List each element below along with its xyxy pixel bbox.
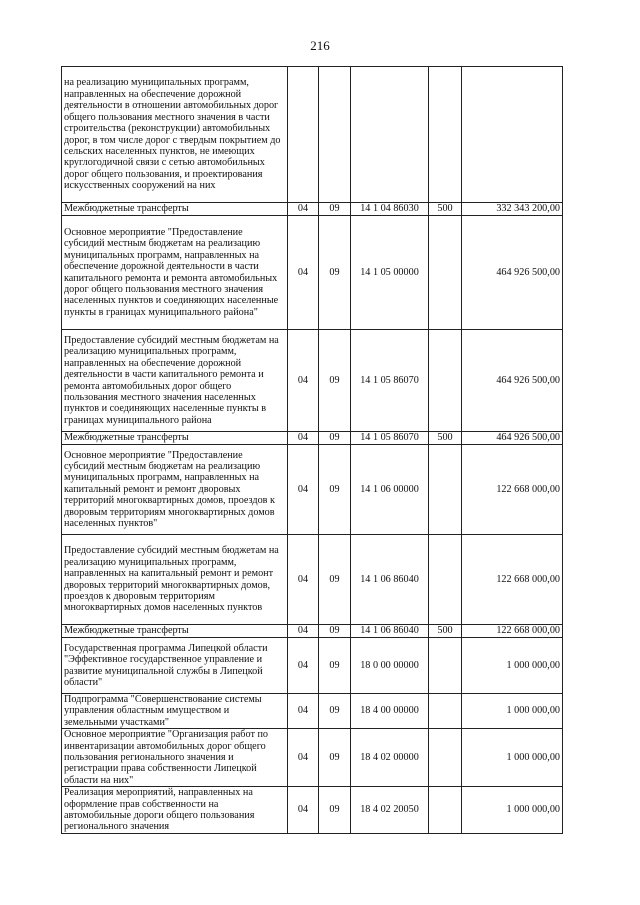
row-section: 04 xyxy=(288,216,319,330)
row-name: Реализация мероприятий, направленных на оформление прав собственности на автомобильные дороги общего пользования регионального значения xyxy=(62,787,288,834)
row-amount: 1 000 000,00 xyxy=(462,694,563,729)
table-row xyxy=(62,625,563,638)
row-section: 04 xyxy=(288,445,319,535)
row-section: 04 xyxy=(288,432,319,445)
row-section: 04 xyxy=(288,729,319,787)
row-target-code: 14 1 05 86070 xyxy=(351,432,429,445)
row-section: 04 xyxy=(288,694,319,729)
row-target-code: 14 1 06 86040 xyxy=(351,625,429,638)
table-row xyxy=(62,787,563,834)
row-name: Предоставление субсидий местным бюджетам на реализацию муниципальных программ, направленных на обеспечение дорожной деятельности в части капитального ремонта и ремонта автомобильных дорог общего пользования местного значения населенных пунктов и соединяющих населенные пункты в границах муниципального района xyxy=(62,330,288,432)
budget-table-body xyxy=(62,67,563,834)
row-amount: 122 668 000,00 xyxy=(462,445,563,535)
row-expense-type xyxy=(429,787,462,834)
row-section: 04 xyxy=(288,625,319,638)
row-subsection: 09 xyxy=(319,203,351,216)
table-row xyxy=(62,432,563,445)
row-subsection: 09 xyxy=(319,625,351,638)
row-target-code xyxy=(351,67,429,203)
row-name: Межбюджетные трансферты xyxy=(62,625,288,638)
row-expense-type xyxy=(429,67,462,203)
row-expense-type xyxy=(429,694,462,729)
budget-table xyxy=(61,66,563,834)
row-name: Государственная программа Липецкой области "Эффективное государственное управление и развитие муниципальной службы в Липецкой области" xyxy=(62,638,288,694)
row-target-code: 14 1 05 00000 xyxy=(351,216,429,330)
row-subsection: 09 xyxy=(319,535,351,625)
row-expense-type xyxy=(429,729,462,787)
table-row xyxy=(62,445,563,535)
row-name: Основное мероприятие "Предоставление субсидий местным бюджетам на реализацию муниципальных программ, направленных на капитальный ремонт и ремонт дворовых территорий многоквартирных домов, проездов к дворовым территориям многоквартирных домов населенных пунктов" xyxy=(62,445,288,535)
row-amount xyxy=(462,67,563,203)
row-amount: 332 343 200,00 xyxy=(462,203,563,216)
row-name: Межбюджетные трансферты xyxy=(62,432,288,445)
row-name: Основное мероприятие "Организация работ по инвентаризации автомобильных дорог общего пользования регионального значения и регистрации права собственности Липецкой области на них" xyxy=(62,729,288,787)
row-target-code: 14 1 04 86030 xyxy=(351,203,429,216)
table-row xyxy=(62,216,563,330)
row-subsection xyxy=(319,67,351,203)
row-name: Подпрограмма "Совершенствование системы управления областным имуществом и земельными участками" xyxy=(62,694,288,729)
row-amount: 464 926 500,00 xyxy=(462,432,563,445)
row-subsection: 09 xyxy=(319,216,351,330)
row-target-code: 18 4 02 00000 xyxy=(351,729,429,787)
row-subsection: 09 xyxy=(319,445,351,535)
row-section xyxy=(288,67,319,203)
table-row xyxy=(62,694,563,729)
row-expense-type: 500 xyxy=(429,432,462,445)
row-section: 04 xyxy=(288,787,319,834)
row-expense-type xyxy=(429,330,462,432)
row-amount: 1 000 000,00 xyxy=(462,729,563,787)
row-name: Предоставление субсидий местным бюджетам на реализацию муниципальных программ, направленных на капитальный ремонт и ремонт дворовых территорий многоквартирных домов, проездов к дворовым территориям многоквартирных домов населенных пунктов xyxy=(62,535,288,625)
row-target-code: 14 1 06 86040 xyxy=(351,535,429,625)
table-row xyxy=(62,535,563,625)
row-amount: 122 668 000,00 xyxy=(462,625,563,638)
row-subsection: 09 xyxy=(319,638,351,694)
table-row xyxy=(62,67,563,203)
row-target-code: 18 4 02 20050 xyxy=(351,787,429,834)
row-section: 04 xyxy=(288,330,319,432)
row-target-code: 14 1 06 00000 xyxy=(351,445,429,535)
table-row xyxy=(62,729,563,787)
row-target-code: 18 4 00 00000 xyxy=(351,694,429,729)
row-expense-type: 500 xyxy=(429,203,462,216)
row-name: Межбюджетные трансферты xyxy=(62,203,288,216)
row-section: 04 xyxy=(288,535,319,625)
row-expense-type: 500 xyxy=(429,625,462,638)
row-subsection: 09 xyxy=(319,330,351,432)
row-amount: 1 000 000,00 xyxy=(462,787,563,834)
page-number: 216 xyxy=(310,38,330,53)
row-section: 04 xyxy=(288,638,319,694)
row-section: 04 xyxy=(288,203,319,216)
table-row xyxy=(62,330,563,432)
row-target-code: 14 1 05 86070 xyxy=(351,330,429,432)
row-expense-type xyxy=(429,535,462,625)
row-name: Основное мероприятие "Предоставление субсидий местным бюджетам на реализацию муниципальных программ, направленных на обеспечение дорожной деятельности в части капитального ремонта и ремонта автомобильных дорог общего пользования местного значения населенных пунктов и соединяющих населенные пункты в границах муниципального района" xyxy=(62,216,288,330)
row-expense-type xyxy=(429,216,462,330)
row-expense-type xyxy=(429,445,462,535)
row-expense-type xyxy=(429,638,462,694)
row-target-code: 18 0 00 00000 xyxy=(351,638,429,694)
row-amount: 464 926 500,00 xyxy=(462,216,563,330)
row-subsection: 09 xyxy=(319,787,351,834)
table-row xyxy=(62,638,563,694)
row-amount: 122 668 000,00 xyxy=(462,535,563,625)
row-subsection: 09 xyxy=(319,729,351,787)
row-amount: 464 926 500,00 xyxy=(462,330,563,432)
row-subsection: 09 xyxy=(319,694,351,729)
row-subsection: 09 xyxy=(319,432,351,445)
table-row xyxy=(62,203,563,216)
row-amount: 1 000 000,00 xyxy=(462,638,563,694)
row-name: на реализацию муниципальных программ, направленных на обеспечение дорожной деятельности в отношении автомобильных дорог общего пользования местного значения в части строительства (реконструкции) автомобильных дорог, в том числе дорог с твердым покрытием до сельских населенных пунктов, не имеющих круглогодичной связи с сетью автомобильных дорог общего пользования, и проектирования искусственных сооружений на них xyxy=(62,67,288,203)
